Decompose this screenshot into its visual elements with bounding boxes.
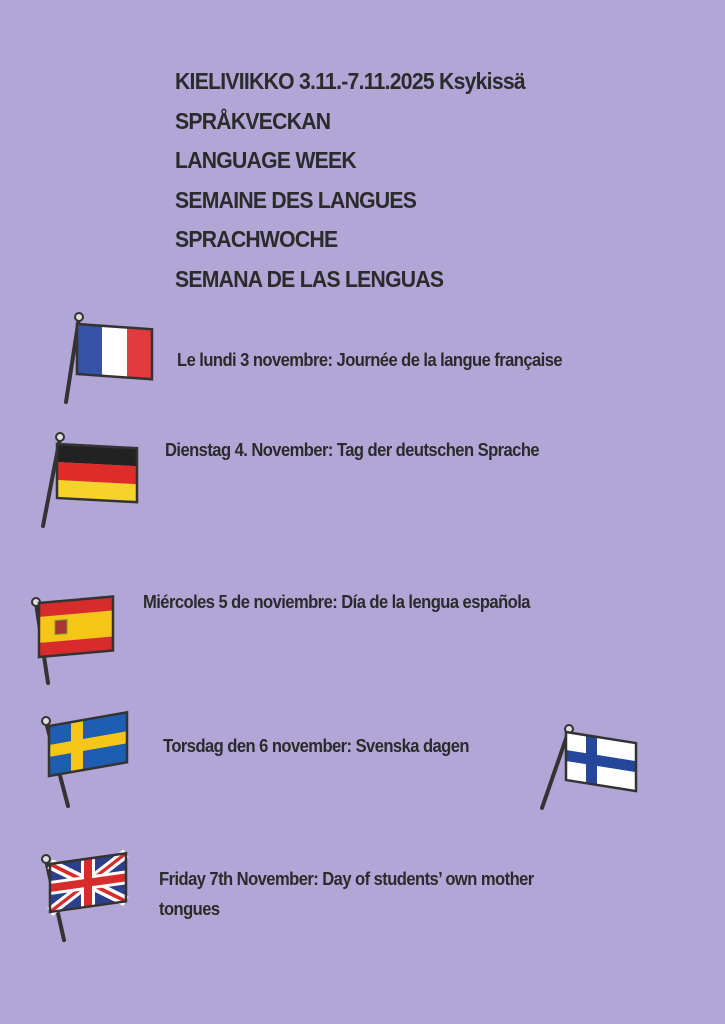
event-thursday: Torsdag den 6 november: Svenska dagen (163, 736, 469, 756)
event-monday: Le lundi 3 novembre: Journée de la langue française (177, 350, 563, 370)
title-english: LANGUAGE WEEK (175, 147, 356, 173)
event-wednesday: Miércoles 5 de noviembre: Día de la lengua española (143, 592, 530, 612)
france-flag-icon (55, 310, 165, 410)
title-french: SEMAINE DES LANGUES (175, 186, 417, 213)
uk-flag-icon (38, 852, 138, 947)
event-friday: Friday 7th November: Day of students’ own mother tongues (159, 869, 534, 919)
title-block (175, 62, 525, 299)
title-spanish: SEMANA DE LAS LENGUAS (175, 265, 444, 292)
event-tuesday: Dienstag 4. November: Tag der deutschen Sprache (165, 440, 540, 460)
title-swedish: SPRÅKVECKAN (175, 107, 331, 134)
spain-flag-icon (28, 595, 128, 690)
title-german: SPRACHWOCHE (175, 226, 338, 252)
finland-flag-icon (538, 722, 643, 817)
title-finnish: KIELIVIIKKO 3.11.-7.11.2025 Ksykissä (175, 68, 525, 94)
germany-flag-icon (35, 430, 145, 530)
sweden-flag-icon (38, 712, 138, 812)
